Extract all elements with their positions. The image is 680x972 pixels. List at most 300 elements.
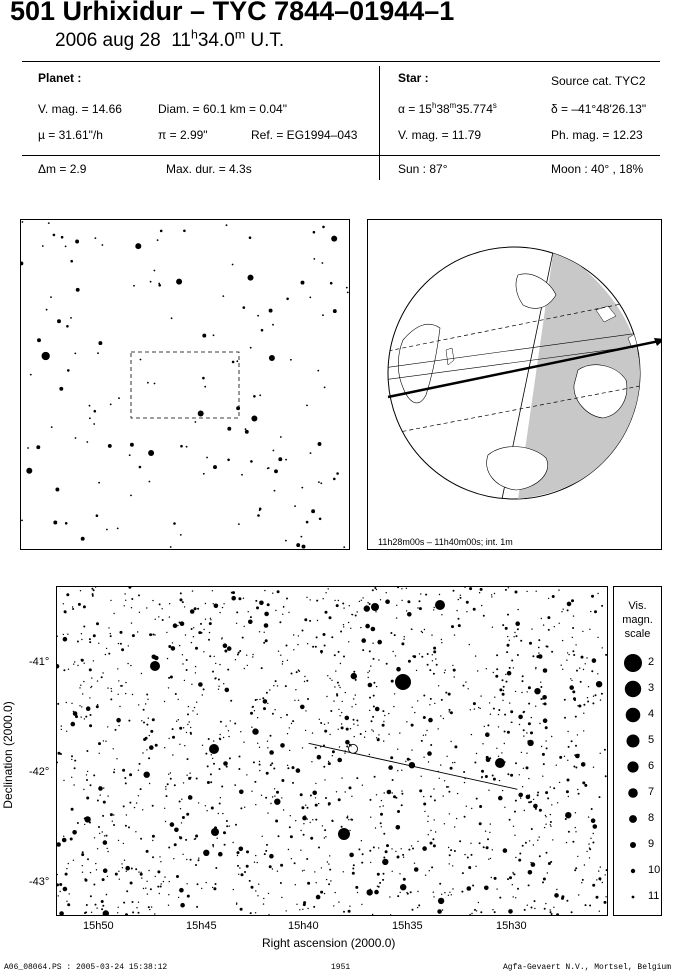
star <box>550 909 551 910</box>
star <box>429 704 430 705</box>
star <box>267 703 268 704</box>
star <box>81 706 82 707</box>
star <box>288 612 289 613</box>
star <box>256 606 259 609</box>
star <box>125 693 126 694</box>
star <box>310 837 313 840</box>
star <box>257 743 258 744</box>
star <box>124 860 125 861</box>
star <box>321 262 323 264</box>
star <box>84 824 85 825</box>
star <box>141 720 142 721</box>
star <box>140 359 142 361</box>
star <box>269 355 275 361</box>
star <box>382 859 388 865</box>
legend-label: 6 <box>648 760 655 772</box>
star <box>496 654 498 656</box>
star <box>328 883 330 885</box>
star <box>274 788 275 789</box>
star <box>253 761 255 763</box>
star <box>538 647 539 648</box>
star <box>189 773 190 774</box>
globe-caption: 11h28m00s – 11h40m00s; int. 1m <box>378 537 513 547</box>
star <box>86 774 87 775</box>
star <box>545 740 546 741</box>
star <box>315 804 318 807</box>
star <box>531 717 532 718</box>
star <box>226 820 228 822</box>
star <box>310 822 311 823</box>
star <box>118 397 120 399</box>
star <box>259 770 260 771</box>
star <box>326 879 327 880</box>
star <box>513 896 514 897</box>
star <box>449 709 451 711</box>
star <box>168 738 169 739</box>
star <box>182 654 183 655</box>
star <box>190 777 191 778</box>
star <box>311 509 315 513</box>
star <box>411 749 412 750</box>
star <box>421 656 423 658</box>
star <box>142 809 143 810</box>
star <box>300 793 303 796</box>
star <box>399 873 400 874</box>
star <box>345 740 350 745</box>
star <box>535 706 536 707</box>
star <box>339 687 340 688</box>
star <box>464 778 465 779</box>
star <box>311 761 312 762</box>
star <box>81 716 82 717</box>
star <box>89 417 91 419</box>
star <box>267 812 268 813</box>
star <box>238 768 240 770</box>
star <box>583 669 584 670</box>
star <box>59 883 62 886</box>
star <box>128 826 130 828</box>
star <box>154 634 155 635</box>
star <box>26 468 32 474</box>
star <box>457 793 458 794</box>
star <box>171 646 176 651</box>
star <box>349 830 350 831</box>
star <box>237 851 240 854</box>
star <box>94 410 97 413</box>
star <box>203 850 209 856</box>
star <box>263 903 264 904</box>
star <box>215 663 216 664</box>
star <box>191 684 192 685</box>
star <box>223 643 228 648</box>
star <box>30 374 32 376</box>
star <box>479 805 482 808</box>
star <box>473 702 476 705</box>
star <box>210 618 211 619</box>
star <box>213 465 217 469</box>
star <box>488 859 489 860</box>
star <box>201 888 202 889</box>
star <box>324 730 327 733</box>
star <box>589 905 591 907</box>
star <box>240 807 242 809</box>
star <box>353 864 355 866</box>
star <box>232 842 233 843</box>
star <box>310 599 311 600</box>
star <box>375 707 380 712</box>
star <box>181 799 182 800</box>
star <box>304 681 305 682</box>
star <box>502 700 503 701</box>
star <box>74 352 76 354</box>
star <box>503 848 508 853</box>
star <box>283 606 284 607</box>
star <box>195 835 198 838</box>
star <box>206 810 207 811</box>
star <box>84 663 85 664</box>
star <box>462 872 464 874</box>
star <box>385 601 386 602</box>
star <box>139 466 142 469</box>
star <box>304 618 307 621</box>
legend-label: 3 <box>648 682 655 694</box>
star <box>582 631 583 632</box>
star <box>337 682 339 684</box>
star <box>168 677 170 679</box>
star <box>218 852 223 857</box>
star <box>91 677 92 678</box>
star <box>372 643 373 644</box>
star <box>575 745 577 747</box>
star <box>577 789 578 790</box>
star <box>299 909 300 910</box>
star <box>36 445 40 449</box>
star <box>264 623 269 628</box>
star <box>496 748 497 749</box>
star <box>301 487 303 489</box>
star <box>396 825 401 830</box>
star <box>595 694 597 696</box>
star <box>206 457 208 459</box>
star <box>270 803 271 804</box>
star <box>407 600 410 603</box>
star <box>188 795 193 800</box>
star <box>445 670 446 671</box>
star <box>383 721 384 722</box>
x-tick-15h30: 15h30 <box>496 920 527 932</box>
star <box>336 791 337 792</box>
star <box>141 673 142 674</box>
star <box>136 907 137 908</box>
star <box>396 605 397 606</box>
star <box>296 543 300 547</box>
star <box>581 656 584 659</box>
star <box>364 737 365 738</box>
star <box>583 713 584 714</box>
star <box>255 804 256 805</box>
star <box>427 821 428 822</box>
star <box>103 868 108 873</box>
star <box>509 702 510 703</box>
star <box>449 854 451 856</box>
star <box>320 746 321 747</box>
star <box>399 732 400 733</box>
star <box>435 831 436 832</box>
star <box>450 767 453 770</box>
star <box>98 742 101 745</box>
star <box>122 769 125 772</box>
star <box>487 838 489 840</box>
star <box>101 676 103 678</box>
star <box>454 850 456 852</box>
star <box>527 691 528 692</box>
star <box>253 395 256 398</box>
star <box>267 747 268 748</box>
star <box>71 759 72 760</box>
star <box>423 803 426 806</box>
star <box>337 758 342 763</box>
star <box>173 623 178 628</box>
star <box>106 894 107 895</box>
star <box>269 865 272 868</box>
star <box>485 831 486 832</box>
star <box>117 912 118 913</box>
star <box>81 659 84 662</box>
star <box>367 602 368 603</box>
star <box>421 740 423 742</box>
star <box>498 796 503 801</box>
star <box>272 450 274 452</box>
star <box>548 598 549 599</box>
star <box>596 896 599 899</box>
star <box>81 537 85 541</box>
star <box>295 820 296 821</box>
finder-chart <box>20 219 350 550</box>
star <box>382 879 384 881</box>
star <box>543 624 544 625</box>
star <box>360 627 361 628</box>
star <box>487 724 489 726</box>
star <box>205 603 206 604</box>
star <box>592 702 594 704</box>
star <box>587 697 588 698</box>
star <box>65 522 68 525</box>
star <box>304 676 305 677</box>
star <box>168 894 169 895</box>
star <box>432 654 433 655</box>
star <box>128 587 131 589</box>
star <box>582 781 585 784</box>
star <box>106 529 108 531</box>
star <box>378 734 379 735</box>
star <box>71 755 73 757</box>
star <box>575 644 576 645</box>
star <box>397 749 398 750</box>
star <box>220 797 221 798</box>
star <box>279 621 281 623</box>
star <box>243 306 246 309</box>
star <box>269 854 274 859</box>
legend-label: 7 <box>648 786 655 798</box>
star <box>168 905 169 906</box>
star <box>110 813 113 816</box>
star <box>83 605 86 608</box>
star <box>529 794 530 795</box>
star <box>388 734 389 735</box>
star <box>354 736 355 737</box>
star <box>412 909 414 911</box>
star <box>519 853 521 855</box>
star <box>338 685 339 686</box>
star <box>402 854 404 856</box>
star <box>57 636 58 637</box>
star <box>437 909 442 914</box>
time-suffix: U.T. <box>245 30 285 51</box>
star <box>90 784 92 786</box>
star <box>507 671 512 676</box>
star <box>21 221 23 223</box>
star <box>179 622 181 624</box>
star <box>106 835 108 837</box>
star <box>489 832 490 833</box>
star <box>525 842 527 844</box>
star <box>61 236 64 239</box>
star <box>597 637 598 638</box>
star <box>397 895 399 897</box>
star <box>551 736 552 737</box>
star <box>318 442 322 446</box>
star <box>99 833 100 834</box>
star <box>543 668 548 673</box>
star <box>227 669 229 671</box>
star <box>538 639 540 641</box>
star <box>424 811 425 812</box>
star <box>573 766 575 768</box>
star <box>177 625 178 626</box>
star <box>601 605 603 607</box>
star <box>226 224 228 226</box>
star <box>355 615 357 617</box>
star <box>323 633 326 636</box>
star <box>340 631 342 633</box>
star <box>430 830 431 831</box>
star <box>572 650 574 652</box>
star <box>324 829 326 831</box>
star <box>146 749 147 750</box>
star <box>586 851 587 852</box>
star <box>484 726 485 727</box>
star <box>173 522 176 525</box>
star <box>528 778 529 779</box>
star <box>261 329 264 332</box>
star <box>65 873 68 876</box>
star <box>377 873 380 876</box>
star <box>268 893 269 894</box>
star <box>161 883 162 884</box>
star <box>392 871 393 872</box>
star <box>132 901 134 903</box>
star <box>236 623 237 624</box>
star <box>485 732 490 737</box>
star <box>92 595 94 597</box>
star <box>428 718 433 723</box>
x-tick-15h50: 15h50 <box>83 920 114 932</box>
star <box>197 608 199 610</box>
star <box>97 800 99 802</box>
star <box>160 230 163 233</box>
star <box>444 780 445 781</box>
star <box>514 811 516 813</box>
star <box>110 403 112 405</box>
star <box>450 849 452 851</box>
star <box>176 279 182 285</box>
star <box>296 904 297 905</box>
star <box>380 813 383 816</box>
star <box>245 428 247 430</box>
star <box>499 780 500 781</box>
star <box>60 753 62 755</box>
star <box>306 858 308 860</box>
star <box>81 853 84 856</box>
star <box>536 591 537 592</box>
star <box>372 914 373 915</box>
star <box>495 675 498 678</box>
star <box>184 680 185 681</box>
star <box>110 635 112 637</box>
y-tick-41: -41° <box>29 656 50 668</box>
star <box>133 285 135 287</box>
star <box>544 703 545 704</box>
star <box>381 800 382 801</box>
star <box>351 796 352 797</box>
star <box>582 879 584 881</box>
star <box>375 827 376 828</box>
star <box>409 762 415 768</box>
star <box>314 871 315 872</box>
star <box>507 614 509 616</box>
star <box>348 622 349 623</box>
star <box>331 680 332 681</box>
star <box>246 865 249 868</box>
legend-symbol <box>628 788 638 798</box>
star <box>553 787 555 789</box>
star <box>463 685 465 687</box>
star <box>373 730 374 731</box>
star <box>53 521 57 525</box>
star <box>86 779 88 781</box>
star <box>82 693 83 694</box>
star <box>372 716 374 718</box>
star <box>127 663 128 664</box>
event-date: 2006 aug 28 <box>55 30 161 51</box>
star <box>256 699 257 700</box>
star <box>263 898 264 899</box>
star <box>294 700 295 701</box>
star <box>310 795 312 797</box>
star <box>120 643 122 645</box>
star <box>275 820 278 823</box>
star <box>146 881 147 882</box>
star <box>373 846 375 848</box>
star <box>158 284 161 287</box>
star <box>397 810 400 813</box>
star <box>205 805 206 806</box>
star <box>266 692 268 694</box>
star <box>257 895 258 896</box>
star <box>107 848 108 849</box>
star <box>214 678 216 680</box>
star <box>114 769 115 770</box>
